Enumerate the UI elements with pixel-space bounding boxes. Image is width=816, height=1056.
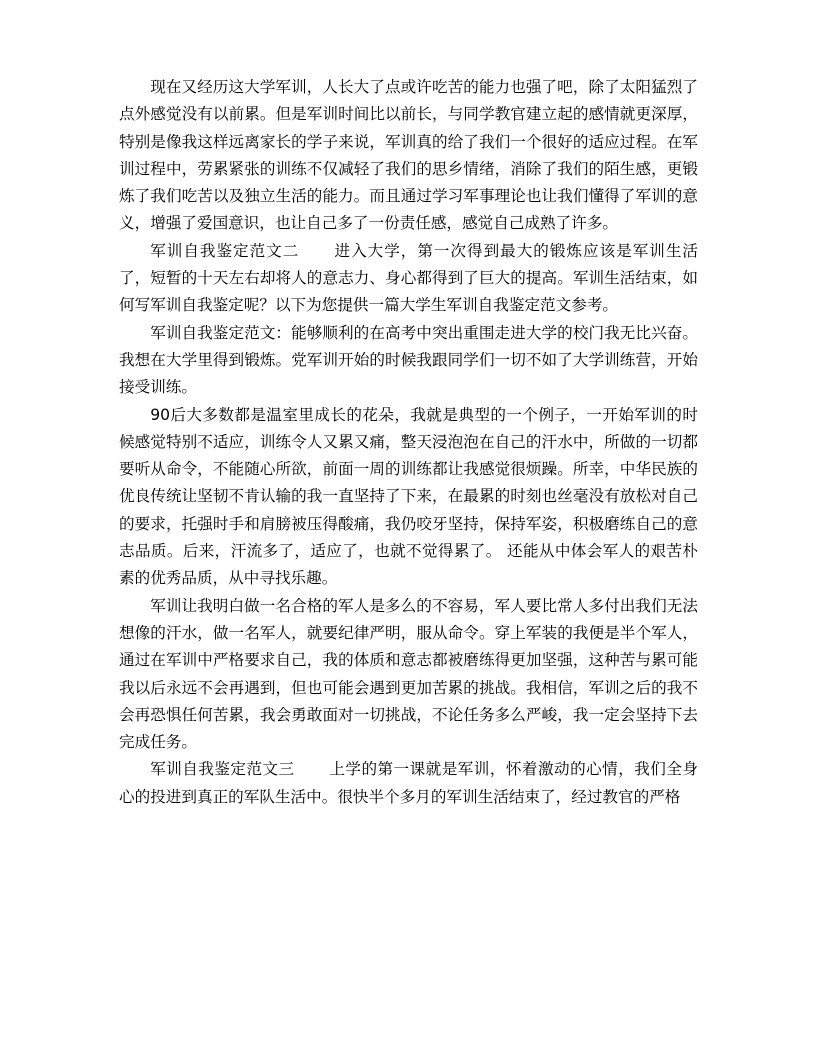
paragraph-2 [119, 238, 698, 320]
paragraph-5 [119, 593, 698, 757]
paragraph-1 [119, 74, 698, 238]
section-heading: 军训自我鉴定范文三 [150, 760, 295, 779]
document-body [119, 74, 698, 811]
paragraph-text: 进入大学，第一次得到最大的锻炼应该是军训生活了，短暂的十天左右却将人的意志力、身心都得到了巨大的提高。军训生活结束，如何写军训自我鉴定呢？以下为您提供一篇大学生军训自我鉴定范文参考。 [119, 241, 698, 315]
paragraph-text: 军训让我明白做一名合格的军人是多么的不容易，军人要比常人多付出我们无法想像的汗水，做一名军人，就要纪律严明，服从命令。穿上军装的我便是半个军人，通过在军训中严格要求自己，我的体质和意志都被磨练得更加坚强，这种苦与累可能我以后永远不会再遇到，但也可能会遇到更加苦累的挑战。我相信，军训之后的我不会再恐惧任何苦累，我会勇敢面对一切挑战，不论任务多么严峻，我一定会坚持下去完成任务。 [119, 596, 698, 752]
paragraph-text: 军训自我鉴定范文：能够顺利的在高考中突出重围走进大学的校门我无比兴奋。我想在大学里得到锻炼。党军训开始的时候我跟同学们一切不如了大学训练营，开始接受训练。 [119, 323, 698, 397]
paragraph-text: 现在又经历这大学军训，人长大了点或许吃苦的能力也强了吧，除了太阳猛烈了点外感觉没有以前累。但是军训时间比以前长，与同学教官建立起的感情就更深厚，特别是像我这样远离家长的学子来说，军训真的给了我们一个很好的适应过程。在军训过程中，劳累紧张的训练不仅减轻了我们的思乡情绪，消除了我们的陌生感，更锻炼了我们吃苦以及独立生活的能力。而且通过学习军事理论也让我们懂得了军训的意义，增强了爱国意识，也让自己多了一份责任感，感觉自己成熟了许多。 [119, 78, 698, 233]
paragraph-4 [119, 402, 698, 593]
paragraph-3 [119, 320, 698, 402]
paragraph-text: 90后大多数都是温室里成长的花朵，我就是典型的一个例子，一开始军训的时候感觉特别不适应，训练令人又累又痛，整天浸泡泡在自己的汗水中，所做的一切都要听从命令，不能随心所欲，前面一周的训练都让我感觉很烦躁。所幸，中华民族的优良传统让坚韧不肯认输的我一直坚持了下来，在最累的时刻也丝毫没有放松对自己的要求，托强时手和肩膀被压得酸痛，我仍咬牙坚持，保持军姿，积极磨练自己的意志品质。后来，汗流多了，适应了，也就不觉得累了。 还能从中体会军人的艰苦朴素的优秀品质，从中寻找乐趣。 [119, 405, 698, 588]
paragraph-6 [119, 756, 698, 811]
paragraph-text: 上学的第一课就是军训，怀着激动的心情，我们全身心的投进到真正的军队生活中。很快半个多月的军训生活结束了，经过教官的严格 [119, 760, 698, 806]
section-heading: 军训自我鉴定范文二 [150, 241, 300, 260]
